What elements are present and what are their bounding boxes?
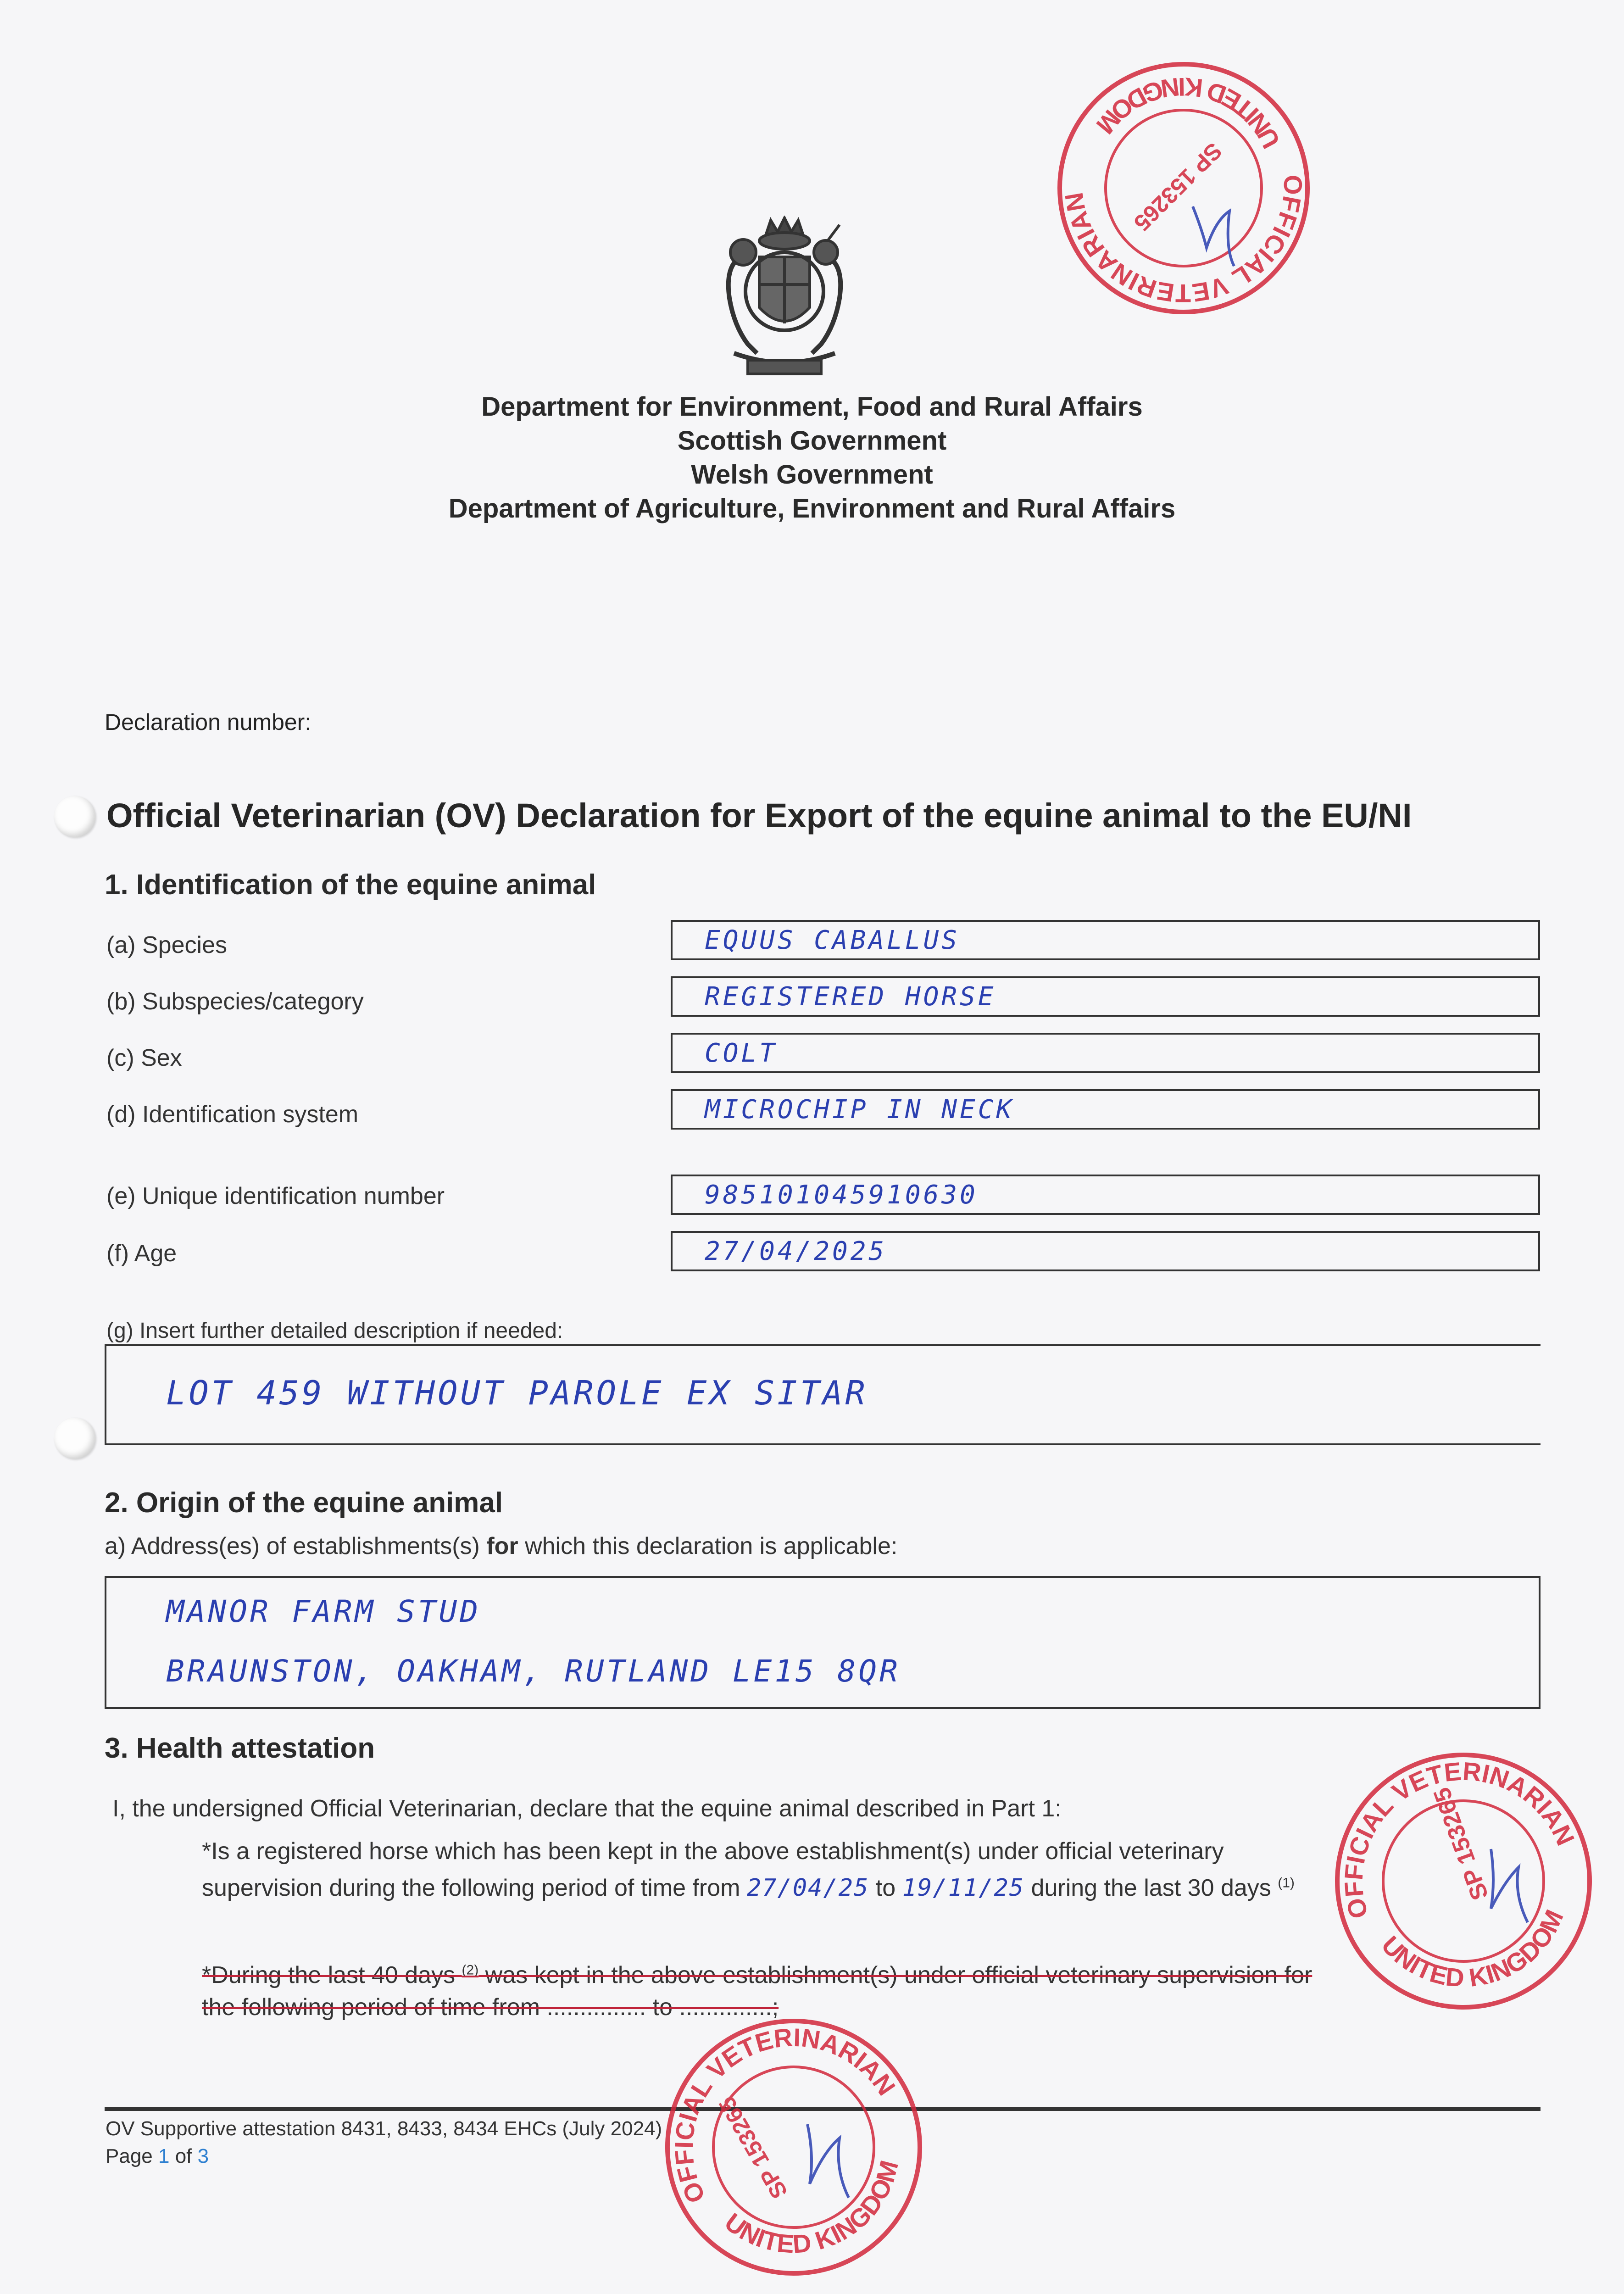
section-1-heading: 1. Identification of the equine animal <box>105 869 596 901</box>
attestation-para2-line2: the following period of time from ............... to ..............; <box>202 1994 779 2021</box>
footer-page-number <box>106 2145 209 2168</box>
svg-text:UNITED KINGDOM: UNITED KINGDOM <box>719 2157 904 2259</box>
section-3-heading: 3. Health attestation <box>105 1732 375 1764</box>
address-label-text: a) Address(es) of establishments(s) <box>105 1533 487 1559</box>
subspecies-value: REGISTERED HORSE <box>705 982 996 1012</box>
address-line-1: MANOR FARM STUD <box>166 1594 481 1629</box>
date-to-value: 19/11/25 <box>902 1874 1025 1902</box>
address-field[interactable] <box>105 1576 1541 1709</box>
official-veterinarian-stamp <box>1041 55 1326 321</box>
species-label: (a) Species <box>106 932 227 958</box>
declaration-number-label: Declaration number: <box>105 709 311 735</box>
para-text: to <box>869 1875 902 1901</box>
species-value: EQUUS CABALLUS <box>705 925 960 955</box>
age-value: 27/04/2025 <box>705 1236 887 1266</box>
attestation-intro: I, the undersigned Official Veterinarian, declare that the equine animal described in Part 1: <box>112 1795 1062 1822</box>
age-field[interactable] <box>671 1231 1540 1271</box>
footer-attestation-ref: OV Supportive attestation 8431, 8433, 8434 EHCs (July 2024) <box>106 2117 662 2140</box>
page-of: of <box>169 2145 198 2167</box>
department-line: Department of Agriculture, Environment and Rural Affairs <box>448 494 1176 523</box>
footnote-marker: (2) <box>462 1962 479 1978</box>
description-field[interactable] <box>105 1344 1541 1445</box>
section-2-heading: 2. Origin of the equine animal <box>105 1487 503 1519</box>
svg-text:SP 153265: SP 153265 <box>713 2092 793 2203</box>
identification-system-value: MICROCHIP IN NECK <box>705 1095 1015 1125</box>
para-text: was kept in the above establishment(s) under official veterinary supervision for <box>478 1962 1313 1988</box>
subspecies-field[interactable] <box>671 976 1540 1017</box>
identification-system-label: (d) Identification system <box>106 1101 359 1128</box>
svg-text:OFFICIAL VETERINARIAN: OFFICIAL VETERINARIAN <box>1339 1756 1580 1922</box>
subspecies-label: (b) Subspecies/category <box>106 988 364 1015</box>
department-line: Scottish Government <box>677 426 947 456</box>
address-label-bold: for <box>486 1533 518 1559</box>
description-label: (g) Insert further detailed description if needed: <box>106 1319 563 1343</box>
footnote-marker: (1) <box>1278 1875 1295 1891</box>
age-label: (f) Age <box>106 1240 177 1267</box>
official-veterinarian-stamp <box>651 2005 936 2289</box>
royal-crest-icon <box>716 216 853 381</box>
unique-id-value: 985101045910630 <box>705 1180 978 1210</box>
description-value: LOT 459 WITHOUT PAROLE EX SITAR <box>166 1374 868 1412</box>
sex-value: COLT <box>705 1038 778 1068</box>
sex-field[interactable] <box>671 1033 1540 1073</box>
page-prefix: Page <box>106 2145 158 2167</box>
date-from-value: 27/04/25 <box>746 1874 869 1902</box>
attestation-para2-line1 <box>202 1961 1312 1989</box>
svg-text:SP 153265: SP 153265 <box>1428 1784 1494 1904</box>
attestation-para1-line1: *Is a registered horse which has been kept in the above establishment(s) under official veterinary <box>202 1838 1224 1865</box>
page-current: 1 <box>158 2145 170 2167</box>
unique-id-label: (e) Unique identification number <box>106 1183 445 1209</box>
svg-text:UNITED KINGDOM: UNITED KINGDOM <box>1376 1905 1569 1993</box>
species-field[interactable] <box>671 920 1540 960</box>
svg-text:UNITED KINGDOM: UNITED KINGDOM <box>1090 72 1286 153</box>
address-line-2: BRAUNSTON, OAKHAM, RUTLAND LE15 8QR <box>166 1654 901 1689</box>
official-veterinarian-stamp <box>1317 1743 1610 2019</box>
attestation-para1-line2 <box>202 1874 1295 1902</box>
page-total: 3 <box>197 2145 209 2167</box>
department-line: Welsh Government <box>691 460 933 490</box>
svg-text:OFFICIAL VETERINARIAN: OFFICIAL VETERINARIAN <box>1059 174 1308 308</box>
para-text: during the last 30 days <box>1024 1875 1278 1901</box>
para-text: supervision during the following period of time from <box>202 1875 747 1901</box>
para-text: *During the last 40 days <box>202 1962 462 1988</box>
unique-id-field[interactable] <box>671 1175 1540 1215</box>
department-line: Department for Environment, Food and Rural Affairs <box>481 392 1143 422</box>
address-label <box>105 1532 897 1560</box>
address-label-text: which this declaration is applicable: <box>518 1533 898 1559</box>
department-header <box>0 390 1624 526</box>
identification-system-field[interactable] <box>671 1089 1540 1130</box>
sex-label: (c) Sex <box>106 1045 182 1071</box>
svg-text:SP 153265: SP 153265 <box>1129 138 1227 236</box>
punch-hole-icon <box>54 796 95 837</box>
punch-hole-icon <box>54 1418 95 1459</box>
svg-text:OFFICIAL VETERINARIAN: OFFICIAL VETERINARIAN <box>669 2022 901 2208</box>
page-title: Official Veterinarian (OV) Declaration for Export of the equine animal to the EU/NI <box>106 796 1412 835</box>
